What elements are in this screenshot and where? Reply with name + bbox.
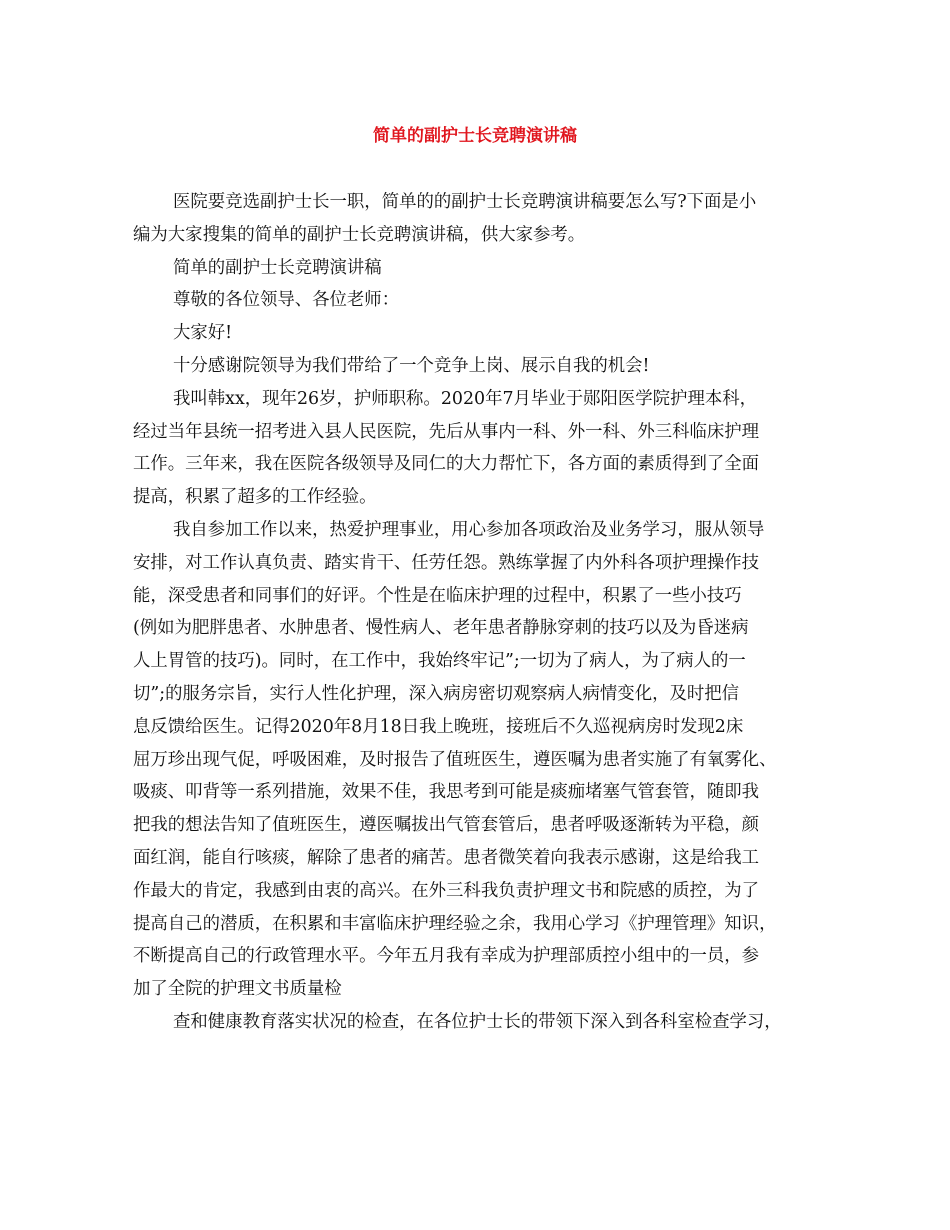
text-line: 安排，对工作认真负责、踏实肯干、任劳任怨。熟练掌握了内外科各项护理操作技 — [133, 552, 760, 573]
text-line: 切”;的服务宗旨，实行人性化护理，深入病房密切观察病人病情变化，及时把信 — [133, 683, 740, 704]
text-line: 人上胃管的技巧)。同时，在工作中，我始终牢记”;一切为了病人，为了病人的一 — [133, 651, 746, 672]
text-line: 吸痰、叩背等一系列措施，效果不佳，我思考到可能是痰痂堵塞气管套管，随即我 — [133, 782, 760, 803]
text-line: 简单的副护士长竞聘演讲稿 — [173, 257, 382, 278]
text-line: 医院要竞选副护士长一职，简单的的副护士长竞聘演讲稿要怎么写?下面是小 — [173, 192, 757, 212]
text-line: 编为大家搜集的简单的副护士长竞聘演讲稿，供大家参考。 — [133, 224, 586, 245]
document-body — [133, 186, 823, 1039]
text-line: 屈万珍出现气促，呼吸困难，及时报告了值班医生，遵医嘱为患者实施了有氧雾化、 — [133, 749, 777, 770]
text-line: (例如为肥胖患者、水肿患者、慢性病人、老年患者静脉穿刺的技巧以及为昏迷病 — [133, 618, 749, 639]
text-line: 不断提高自己的行政管理水平。今年五月我有幸成为护理部质控小组中的一员，参 — [133, 946, 760, 967]
text-line: 尊敬的各位领导、各位老师： — [173, 290, 400, 311]
text-line: 提高自己的潜质，在积累和丰富临床护理经验之余，我用心学习《护理管理》知识， — [133, 913, 777, 934]
text-line: 工作。三年来，我在医院各级领导及同仁的大力帮忙下，各方面的素质得到了全面 — [133, 454, 760, 475]
text-line: 十分感谢院领导为我们带给了一个竞争上岗、展示自我的机会! — [173, 355, 650, 376]
text-line: 提高，积累了超多的工作经验。 — [133, 487, 377, 508]
document-title: 简单的副护士长竞聘演讲稿 — [373, 126, 577, 146]
text-line: 作最大的肯定，我感到由衷的高兴。在外三科我负责护理文书和院感的质控，为了 — [133, 880, 760, 901]
text-line: 加了全院的护理文书质量检 — [133, 979, 342, 1000]
text-line: 息反馈给医生。记得2020年8月18日我上晚班，接班后不久巡视病房时发现2床 — [133, 716, 744, 737]
text-line: 大家好! — [173, 323, 233, 344]
text-line: 把我的想法告知了值班医生，遵医嘱拔出气管套管后，患者呼吸逐渐转为平稳，颜 — [133, 815, 760, 836]
text-line: 我自参加工作以来，热爱护理事业，用心参加各项政治及业务学习，服从领导 — [173, 519, 765, 540]
text-line: 经过当年县统一招考进入县人民医院，先后从事内一科、外一科、外三科临床护理 — [133, 421, 760, 442]
text-line: 查和健康教育落实状况的检查，在各位护士长的带领下深入到各科室检查学习， — [173, 1011, 782, 1032]
text-line: 能，深受患者和同事们的好评。个性是在临床护理的过程中，积累了一些小技巧 — [133, 585, 742, 606]
text-line: 我叫韩xx，现年26岁，护师职称。2020年7月毕业于郧阳医学院护理本科， — [173, 388, 758, 409]
text-line: 面红润，能自行咳痰，解除了患者的痛苦。患者微笑着向我表示感谢，这是给我工 — [133, 847, 760, 868]
